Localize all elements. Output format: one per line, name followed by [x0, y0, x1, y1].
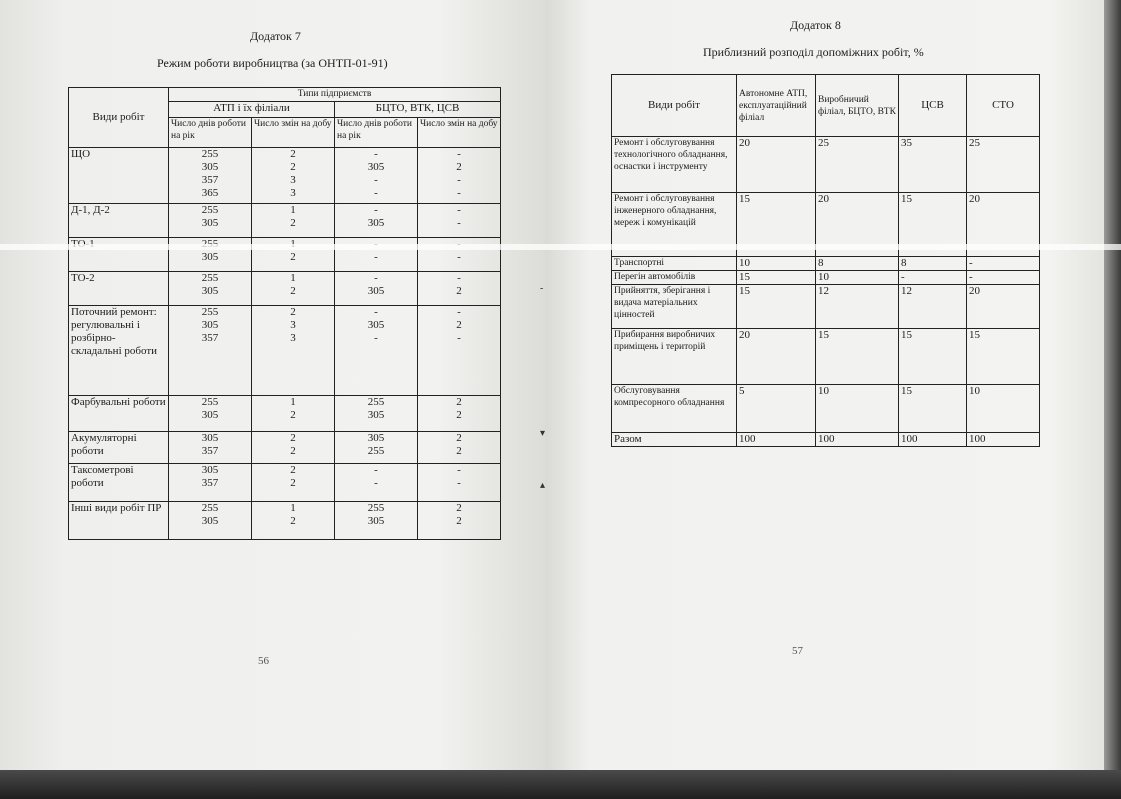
value-cell: 100: [899, 433, 967, 447]
header-days-per-year: Число днів роботи на рік: [169, 118, 252, 148]
value-cell: [252, 502, 335, 540]
value-cell: [252, 432, 335, 464]
work-type-cell: Обслуговування компресорного обладнання: [612, 385, 737, 433]
work-type-cell: Таксометрові роботи: [69, 464, 169, 502]
value-cell: 15: [899, 385, 967, 433]
cell-value: -: [457, 251, 461, 263]
cell-value: 2: [290, 217, 296, 229]
auxiliary-work-table-body: [612, 137, 1040, 447]
value-cell: 25: [967, 137, 1040, 193]
value-cell: [252, 464, 335, 502]
work-type-cell: Прибирання виробничих приміщень і територій: [612, 329, 737, 385]
gutter-mark: ▾: [540, 428, 546, 439]
work-type-cell: ТО-2: [69, 272, 169, 306]
cell-value: -: [374, 272, 378, 284]
cell-value: -: [374, 251, 378, 263]
page-edge-shadow: [1104, 0, 1121, 770]
table-row: [612, 137, 1040, 193]
appendix-8-table-title: Приблизний розподіл допоміжних робіт, %: [703, 45, 924, 59]
scan-fold-line: [0, 244, 1121, 250]
value-cell: 12: [816, 285, 899, 329]
work-type-cell: Перегін автомобілів: [612, 271, 737, 285]
cell-value: 255: [201, 148, 219, 160]
cell-value: 2: [290, 306, 296, 318]
cell-value: 305: [201, 409, 219, 421]
value-cell: 15: [737, 193, 816, 257]
value-cell: [418, 464, 501, 502]
cell-value: -: [457, 464, 461, 476]
cell-value: 1: [290, 272, 296, 284]
cell-value: 3: [290, 187, 296, 199]
cell-value: -: [457, 477, 461, 489]
cell-value: 2: [290, 161, 296, 173]
cell-value: 365: [201, 187, 219, 199]
header-work-types: Види робіт: [69, 88, 169, 148]
cell-value: 2: [290, 148, 296, 160]
value-cell: 10: [737, 257, 816, 271]
work-type-cell: Ремонт і обслуговування інженерного обладнання, мереж і комунікацій: [612, 193, 737, 257]
cell-value: -: [457, 204, 461, 216]
value-cell: [169, 204, 252, 238]
cell-value: 255: [201, 204, 219, 216]
cell-value: 305: [201, 515, 219, 527]
table-row: [69, 502, 501, 540]
cell-value: 1: [290, 204, 296, 216]
cell-value: 255: [367, 502, 385, 514]
value-cell: 8: [816, 257, 899, 271]
value-cell: [418, 272, 501, 306]
value-cell: 5: [737, 385, 816, 433]
auxiliary-work-table: [611, 74, 1040, 447]
cell-value: 255: [201, 502, 219, 514]
cell-value: 2: [290, 464, 296, 476]
value-cell: [252, 148, 335, 204]
cell-value: 305: [367, 161, 385, 173]
value-cell: -: [967, 271, 1040, 285]
cell-value: 305: [201, 251, 219, 263]
work-type-cell: ЩО: [69, 148, 169, 204]
cell-value: 2: [290, 251, 296, 263]
cell-value: 2: [456, 445, 462, 457]
value-cell: 15: [737, 285, 816, 329]
value-cell: 20: [816, 193, 899, 257]
value-cell: [252, 204, 335, 238]
table-row: [69, 396, 501, 432]
header-autonomous-atp: Автономне АТП, експлуатаційний філіал: [737, 75, 816, 137]
header-days-per-year: Число днів роботи на рік: [335, 118, 418, 148]
value-cell: [169, 272, 252, 306]
table-row: [69, 464, 501, 502]
value-cell: [418, 306, 501, 396]
value-cell: [252, 238, 335, 272]
cell-value: 357: [201, 445, 219, 457]
cell-value: 305: [201, 319, 219, 331]
page-number-right: 57: [792, 645, 803, 657]
value-cell: [335, 306, 418, 396]
cell-value: 2: [290, 285, 296, 297]
value-cell: [169, 502, 252, 540]
cell-value: 357: [201, 174, 219, 186]
bottom-shadow: [0, 770, 1121, 799]
header-production-branch: Виробничий філіал, БЦТО, ВТК: [816, 75, 899, 137]
value-cell: 20: [967, 193, 1040, 257]
cell-value: -: [457, 187, 461, 199]
cell-value: 2: [456, 502, 462, 514]
value-cell: 100: [967, 433, 1040, 447]
value-cell: [418, 502, 501, 540]
cell-value: 255: [201, 396, 219, 408]
value-cell: -: [899, 271, 967, 285]
cell-value: 255: [201, 272, 219, 284]
value-cell: [418, 238, 501, 272]
cell-value: -: [457, 272, 461, 284]
table-row: [69, 272, 501, 306]
value-cell: [169, 464, 252, 502]
cell-value: 2: [456, 396, 462, 408]
work-type-cell: Прийняття, зберігання і видача матеріальних цінностей: [612, 285, 737, 329]
cell-value: -: [457, 217, 461, 229]
value-cell: [169, 306, 252, 396]
work-type-cell: Разом: [612, 433, 737, 447]
work-type-cell: Д-1, Д-2: [69, 204, 169, 238]
cell-value: 2: [456, 285, 462, 297]
table-row: [612, 285, 1040, 329]
header-enterprise-types: Типи підприємств: [169, 88, 501, 102]
cell-value: 305: [201, 285, 219, 297]
cell-value: 2: [456, 515, 462, 527]
value-cell: [418, 396, 501, 432]
cell-value: 2: [456, 319, 462, 331]
header-shifts-per-day: Число змін на добу: [252, 118, 335, 148]
value-cell: [335, 204, 418, 238]
cell-value: -: [374, 332, 378, 344]
cell-value: -: [374, 464, 378, 476]
value-cell: 10: [816, 271, 899, 285]
cell-value: 305: [201, 464, 219, 476]
cell-value: 305: [367, 515, 385, 527]
header-work-types: Види робіт: [612, 75, 737, 137]
cell-value: 305: [367, 285, 385, 297]
value-cell: [418, 148, 501, 204]
value-cell: 12: [899, 285, 967, 329]
cell-value: -: [374, 204, 378, 216]
work-type-cell: [69, 238, 169, 272]
value-cell: [335, 238, 418, 272]
cell-value: -: [457, 306, 461, 318]
header-atp-group: АТП і їх філіали: [169, 102, 335, 118]
value-cell: 100: [737, 433, 816, 447]
cell-value: 3: [290, 174, 296, 186]
cell-value: 2: [456, 409, 462, 421]
cell-value: -: [374, 187, 378, 199]
table-row: [612, 257, 1040, 271]
value-cell: [169, 396, 252, 432]
work-type-cell: Транспортні: [612, 257, 737, 271]
cell-value: -: [457, 332, 461, 344]
table-row: [69, 204, 501, 238]
header-sto: СТО: [967, 75, 1040, 137]
value-cell: [252, 272, 335, 306]
value-cell: 100: [816, 433, 899, 447]
table-row: [612, 385, 1040, 433]
cell-value: 3: [290, 332, 296, 344]
header-tssv: ЦСВ: [899, 75, 967, 137]
cell-value: 357: [201, 332, 219, 344]
header-btc-group: БЦТО, ВТК, ЦСВ: [335, 102, 501, 118]
value-cell: [252, 306, 335, 396]
value-cell: [335, 502, 418, 540]
value-cell: 15: [737, 271, 816, 285]
cell-value: 3: [290, 319, 296, 331]
cell-value: 2: [456, 161, 462, 173]
value-cell: 15: [816, 329, 899, 385]
value-cell: 15: [899, 193, 967, 257]
value-cell: 15: [899, 329, 967, 385]
table-row: [612, 329, 1040, 385]
cell-value: -: [457, 174, 461, 186]
table-row: [612, 271, 1040, 285]
value-cell: 35: [899, 137, 967, 193]
work-type-cell: Поточний ремонт: регулювальні і розбірно-складальні роботи: [69, 306, 169, 396]
value-cell: 20: [737, 329, 816, 385]
work-type-cell: Акумуляторні роботи: [69, 432, 169, 464]
value-cell: 10: [816, 385, 899, 433]
value-cell: 15: [967, 329, 1040, 385]
cell-value: -: [374, 477, 378, 489]
page-number-left: 56: [258, 655, 269, 667]
cell-value: 305: [201, 161, 219, 173]
value-cell: [335, 432, 418, 464]
table-row: [69, 432, 501, 464]
cell-value: 305: [367, 217, 385, 229]
cell-value: 255: [367, 445, 385, 457]
cell-value: 305: [367, 319, 385, 331]
cell-value: 2: [456, 432, 462, 444]
gutter-mark: -: [540, 283, 544, 294]
table-row: [69, 148, 501, 204]
cell-value: 305: [367, 432, 385, 444]
value-cell: 20: [737, 137, 816, 193]
cell-value: -: [374, 306, 378, 318]
value-cell: [335, 396, 418, 432]
cell-value: 2: [290, 409, 296, 421]
value-cell: [418, 432, 501, 464]
value-cell: 10: [967, 385, 1040, 433]
value-cell: 8: [899, 257, 967, 271]
value-cell: -: [967, 257, 1040, 271]
value-cell: [418, 204, 501, 238]
cell-value: 2: [290, 445, 296, 457]
cell-value: 305: [367, 409, 385, 421]
value-cell: [169, 238, 252, 272]
value-cell: [335, 148, 418, 204]
cell-value: -: [374, 148, 378, 160]
cell-value: 357: [201, 477, 219, 489]
cell-value: 305: [201, 432, 219, 444]
value-cell: [335, 272, 418, 306]
table-row: [69, 238, 501, 272]
appendix-8-title: Додаток 8: [790, 18, 841, 32]
work-type-cell: Фарбувальні роботи: [69, 396, 169, 432]
work-mode-table-body: [69, 148, 501, 540]
cell-value: 305: [201, 217, 219, 229]
cell-value: 2: [290, 477, 296, 489]
work-mode-table: [68, 87, 501, 540]
cell-value: 1: [290, 502, 296, 514]
cell-value: -: [457, 148, 461, 160]
work-type-cell: Інші види робіт ПР: [69, 502, 169, 540]
appendix-7-title: Додаток 7: [250, 29, 301, 43]
cell-value: -: [374, 174, 378, 186]
cell-value: 2: [290, 515, 296, 527]
value-cell: [169, 432, 252, 464]
value-cell: 25: [816, 137, 899, 193]
table-row: [69, 306, 501, 396]
value-cell: [252, 396, 335, 432]
cell-value: 2: [290, 432, 296, 444]
table-row: [612, 433, 1040, 447]
cell-value: 1: [290, 396, 296, 408]
cell-value: 255: [367, 396, 385, 408]
header-shifts-per-day: Число змін на добу: [418, 118, 501, 148]
value-cell: [335, 464, 418, 502]
gutter-mark: ▴: [540, 480, 546, 491]
work-type-cell: Ремонт і обслуговування технологічного обладнання, оснастки і інструменту: [612, 137, 737, 193]
cell-value: 255: [201, 306, 219, 318]
value-cell: 20: [967, 285, 1040, 329]
value-cell: [169, 148, 252, 204]
appendix-7-table-title: Режим роботи виробництва (за ОНТП-01-91): [157, 56, 388, 70]
